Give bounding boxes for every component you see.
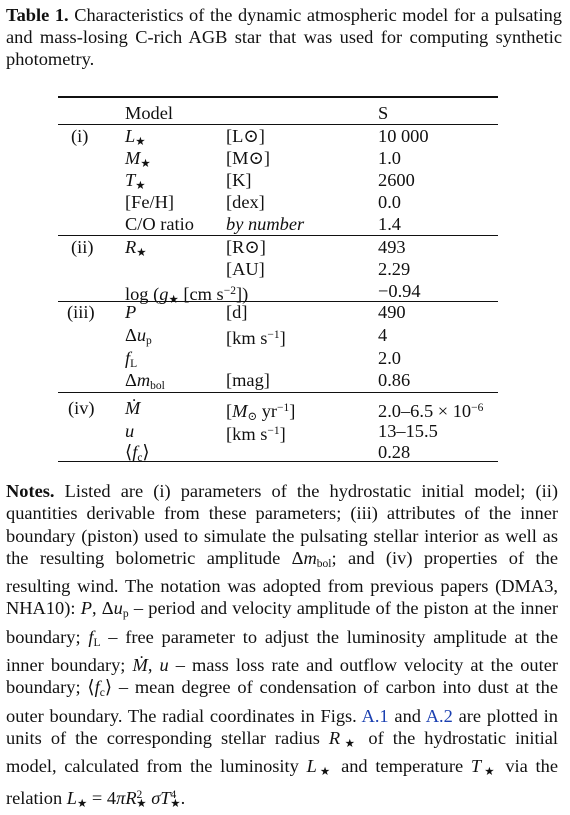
unit: [d] xyxy=(226,302,248,322)
value: −0.94 xyxy=(378,281,421,301)
table-caption xyxy=(6,4,562,70)
value: 10 000 xyxy=(378,126,429,146)
table-row xyxy=(58,369,498,391)
unit: by number xyxy=(226,214,305,234)
table-row xyxy=(58,125,498,147)
param-symbol: P xyxy=(125,302,137,322)
unit: [km $s^{-1}$] xyxy=(226,328,286,348)
unit: [K] xyxy=(226,170,252,190)
param-symbol: u xyxy=(125,421,135,441)
table-row xyxy=(58,280,498,306)
param-symbol: $M_★$ xyxy=(125,148,151,170)
param-symbol: $\Delta m_{bol}$ xyxy=(125,370,165,392)
value: 4 xyxy=(378,325,388,345)
value: 2.29 xyxy=(378,259,411,279)
value: 493 xyxy=(378,237,406,257)
group-label: (iii) xyxy=(67,302,95,322)
unit: [R⊙] xyxy=(226,237,266,257)
table-row xyxy=(58,347,498,369)
table-header xyxy=(58,102,498,124)
unit: [AU] xyxy=(226,259,265,279)
table-row xyxy=(58,169,498,191)
table-row xyxy=(58,213,498,235)
unit: [L⊙] xyxy=(226,126,265,146)
value: 0.28 xyxy=(378,442,411,462)
value: 490 xyxy=(378,302,406,322)
caption-text: Characteristics of the dynamic atmospheric model for a pulsating and mass-losing C-rich AGB star that was used for computing synthetic photometry. xyxy=(6,5,562,69)
param-symbol: $⟨f_c⟩$ xyxy=(125,442,150,464)
param-symbol: $R_★$ xyxy=(125,237,147,259)
value: 1.0 xyxy=(378,148,401,168)
table-row xyxy=(58,147,498,169)
param-symbol: [Fe/H] xyxy=(125,192,175,212)
header-s: S xyxy=(378,103,389,123)
table-row xyxy=(58,324,498,346)
value: 13–15.5 xyxy=(378,421,438,441)
param-symbol: $T_★$ xyxy=(125,170,146,192)
table-row xyxy=(58,397,498,423)
group-rule-iv xyxy=(58,392,498,393)
param-symbol: C/O ratio xyxy=(125,214,194,234)
param-symbol: $\Delta u_p$ xyxy=(125,325,152,347)
value: 0.86 xyxy=(378,370,411,390)
unit: [mag] xyxy=(226,370,270,390)
value: 2600 xyxy=(378,170,415,190)
table-row xyxy=(58,301,498,323)
param-symbol: Ṁ xyxy=(125,398,141,418)
value: 0.0 xyxy=(378,192,401,212)
table-notes: Notes. Listed are (i) parameters of the hydrostatic initial model; (ii) quantities derivable from these parameters; (iii) attributes of the inner boundary (piston) used to simulate the pulsating stellar interior as well as the resulting bolometric amplitude $\Delta m_{bol}$; and (iv) properties of the resulting wind. The notation was adopted from previous papers (DMA3, NHA10): P, $\Delta u_p$ – period and velocity amplitude of the piston at the inner boundary; $f_L$ – free parameter to adjust the luminosity amplitude at the inner boundary; Ṁ, u – mass loss rate and outflow velocity at the outer boundary; $⟨f_c⟩$ – mean degree of condensation of carbon into dust at the outer boundary. The radial coordinates in Figs. A.1 and A.2 are plotted in units of the corresponding stellar radius $R_★$ of the hydrostatic initial model, calculated from the luminosity $L_★$ and temperature $T_★$ via the relation $L_★ = 4\pi R^2_★$ $\sigma T^4_★$. xyxy=(6,481,559,810)
group-label: (ii) xyxy=(71,237,94,257)
param-symbol: $f_L$ xyxy=(125,348,138,370)
group-label: (iv) xyxy=(68,398,95,418)
unit: [M⊙] xyxy=(226,148,271,168)
caption-label: Table 1. xyxy=(6,5,69,25)
group-label: (i) xyxy=(71,126,89,146)
table-row xyxy=(58,236,498,258)
unit: [km $s^{-1}$] xyxy=(226,424,286,444)
value: 2.0 xyxy=(378,348,401,368)
param-symbol: $\log (g_★$ [cm $s^{-2}$]) xyxy=(125,284,249,306)
top-rule xyxy=(58,96,498,98)
value: $2.0-6.5 \times 10^{-6}$ xyxy=(378,401,484,421)
header-model: Model xyxy=(125,103,174,123)
table-row xyxy=(58,258,498,280)
unit: [dex] xyxy=(226,192,265,212)
param-symbol: $L_★$ xyxy=(125,126,146,148)
value: 1.4 xyxy=(378,214,401,234)
table-row xyxy=(58,441,498,463)
figure-link-a2[interactable]: A.2 xyxy=(425,705,453,726)
table-row xyxy=(58,191,498,213)
notes-label: Notes. xyxy=(6,481,55,501)
figure-link-a1[interactable]: A.1 xyxy=(361,705,389,726)
table-row xyxy=(58,420,498,442)
unit: [$M_⊙$ $yr^{-1}$] xyxy=(226,401,296,423)
